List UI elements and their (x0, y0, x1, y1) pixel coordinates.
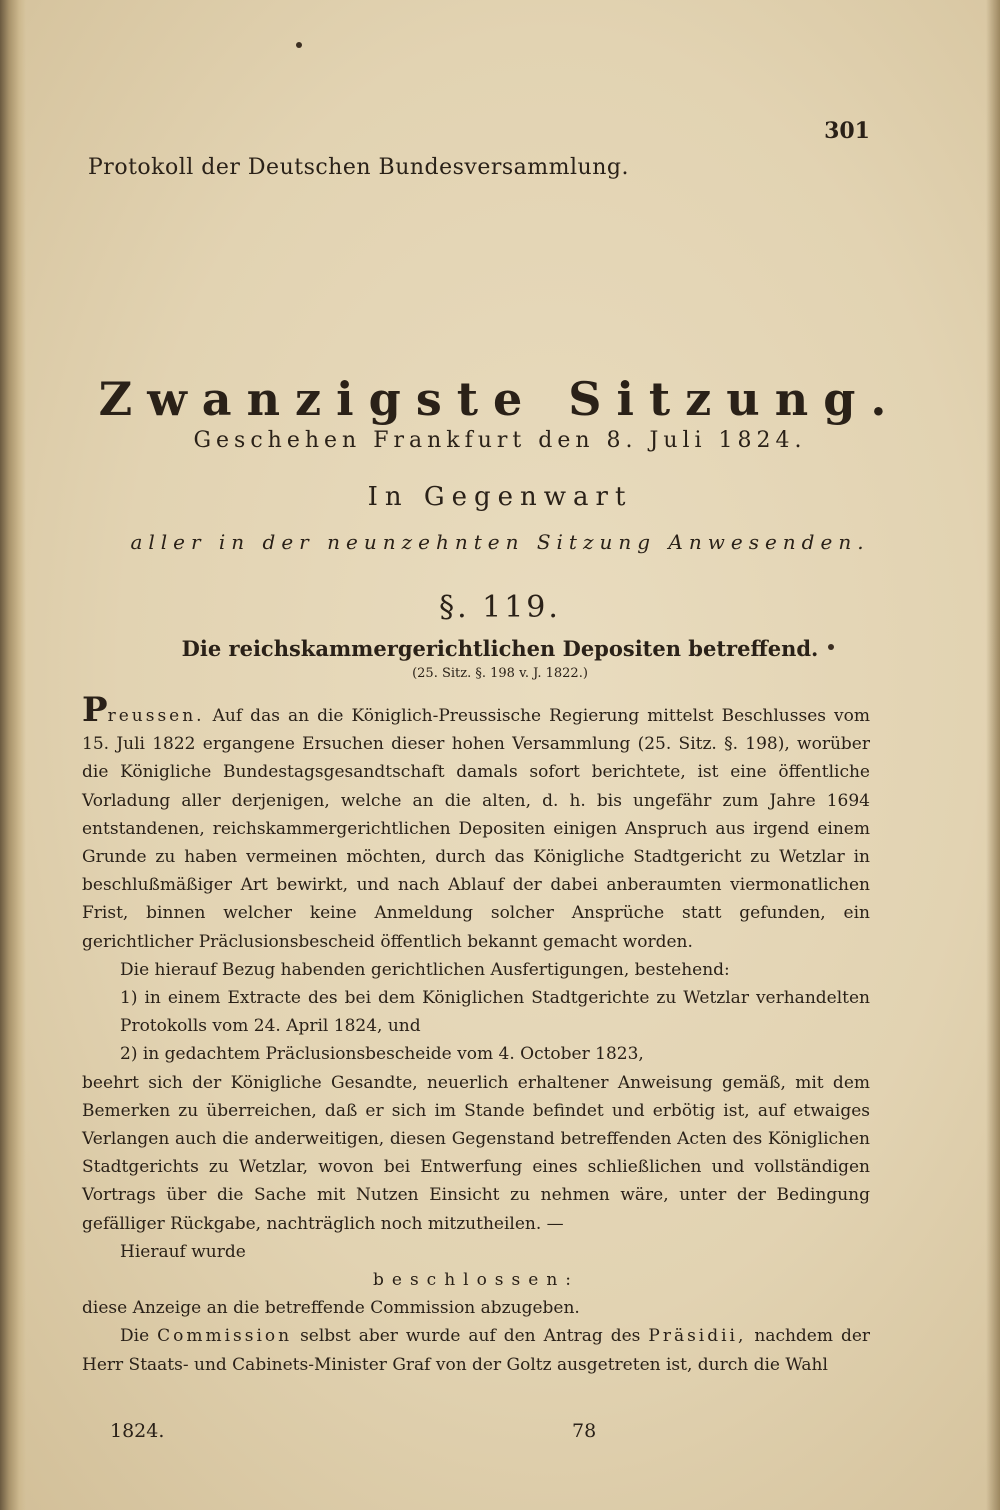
list-item-1: 1) in einem Extracte des bei dem Königlichen Stadtgerichte zu Wetzlar verhandelten Protokolls vom 24. April 1824, und (120, 988, 870, 1037)
page-number: 301 (824, 118, 870, 144)
paragraph-1 (82, 690, 870, 956)
commission-word: Commission (157, 1326, 293, 1347)
session-title: Zwanzigste Sitzung. (98, 372, 902, 426)
presence-heading: In Gegenwart (367, 482, 633, 512)
section-topic: Die reichskammergerichtlichen Depositen betreffend. (181, 636, 819, 661)
paragraph-5: diese Anzeige an die betreffende Commission abzugeben. (82, 1298, 580, 1319)
page-edge-shadow (986, 0, 1000, 1510)
running-head: Protokoll der Deutschen Bundesversammlung. (88, 155, 629, 180)
book-spine-shadow (0, 0, 26, 1510)
session-date: Geschehen Frankfurt den 8. Juli 1824. (193, 428, 807, 453)
body-text (82, 690, 871, 1379)
section-number: §. 119. (439, 590, 561, 625)
praesidium-word: Präsidii, (648, 1326, 747, 1347)
paragraph-6-start: Die (120, 1326, 150, 1347)
ink-speck (828, 644, 834, 650)
paragraph-3: beehrt sich der Königliche Gesandte, neuerlich erhaltener Anweisung gemäß, mit dem Bemerken zu überreichen, daß er sich im Stande befindet und erbötig ist, auf etwaiges Verlangen auch die anderweitigen, diesen Gegenstand betreffenden Acten des Königlichen Stadtgerichts zu Wetzlar, wovon bei Entwerfung eines schließlichen und vollständigen Vortrags über die Sache mit Nutzen Einsicht zu nehmen wäre, unter der Bedingung gefälliger Rückgabe, nachträglich noch mitzutheilen. — (82, 1072, 870, 1234)
paragraph-2: Die hierauf Bezug habenden gerichtlichen Ausfertigungen, bestehend: (120, 959, 730, 980)
paragraph-6-mid: selbst aber wurde auf den Antrag des (300, 1326, 641, 1347)
paragraph-6 (82, 1322, 870, 1378)
footer-year: 1824. (110, 1420, 165, 1442)
paragraph-6-end: nachdem der Herr Staats- und Cabinets-Minister Graf von der Goltz ausgetreten ist, durch die Wahl (82, 1326, 871, 1375)
footer-signature: 78 (572, 1420, 597, 1442)
speaker-name: reussen. (107, 706, 205, 726)
ink-speck (296, 42, 302, 48)
paragraph-4: Hierauf wurde (120, 1241, 246, 1262)
speaker-initial: P (82, 690, 108, 730)
section-reference: (25. Sitz. §. 198 v. J. 1822.) (412, 666, 588, 681)
presence-detail: aller in der neunzehnten Sitzung Anwesenden. (130, 530, 870, 554)
resolution-word: beschlossen: (373, 1270, 579, 1291)
list-item-2: 2) in gedachtem Präclusionsbescheide vom 4. October 1823, (120, 1044, 644, 1065)
paragraph-1-text: Auf das an die Königlich-Preussische Regierung mittelst Beschlusses vom 15. Juli 1822 ergangene Ersuchen dieser hohen Versammlung (25. Sitz. §. 198), worüber die Königliche Bundestagsgesandtschaft damals sofort berichtete, ist eine öffentliche Vorladung aller derjenigen, welche an die alten, d. h. bis ungefähr zum Jahre 1694 entstandenen, reichskammergerichtlichen Depositen einigen Anspruch aus irgend einem Grunde zu haben vermeinen möchten, durch das Königliche Stadtgericht zu Wetzlar in beschlußmäßiger Art bewirkt, und nach Ablauf der dabei anberaumten viermonatlichen Frist, binnen welcher keine Anmeldung solcher Ansprüche statt gefunden, ein gerichtlicher Präclusionsbescheid öffentlich bekannt gemacht worden. (82, 706, 870, 952)
